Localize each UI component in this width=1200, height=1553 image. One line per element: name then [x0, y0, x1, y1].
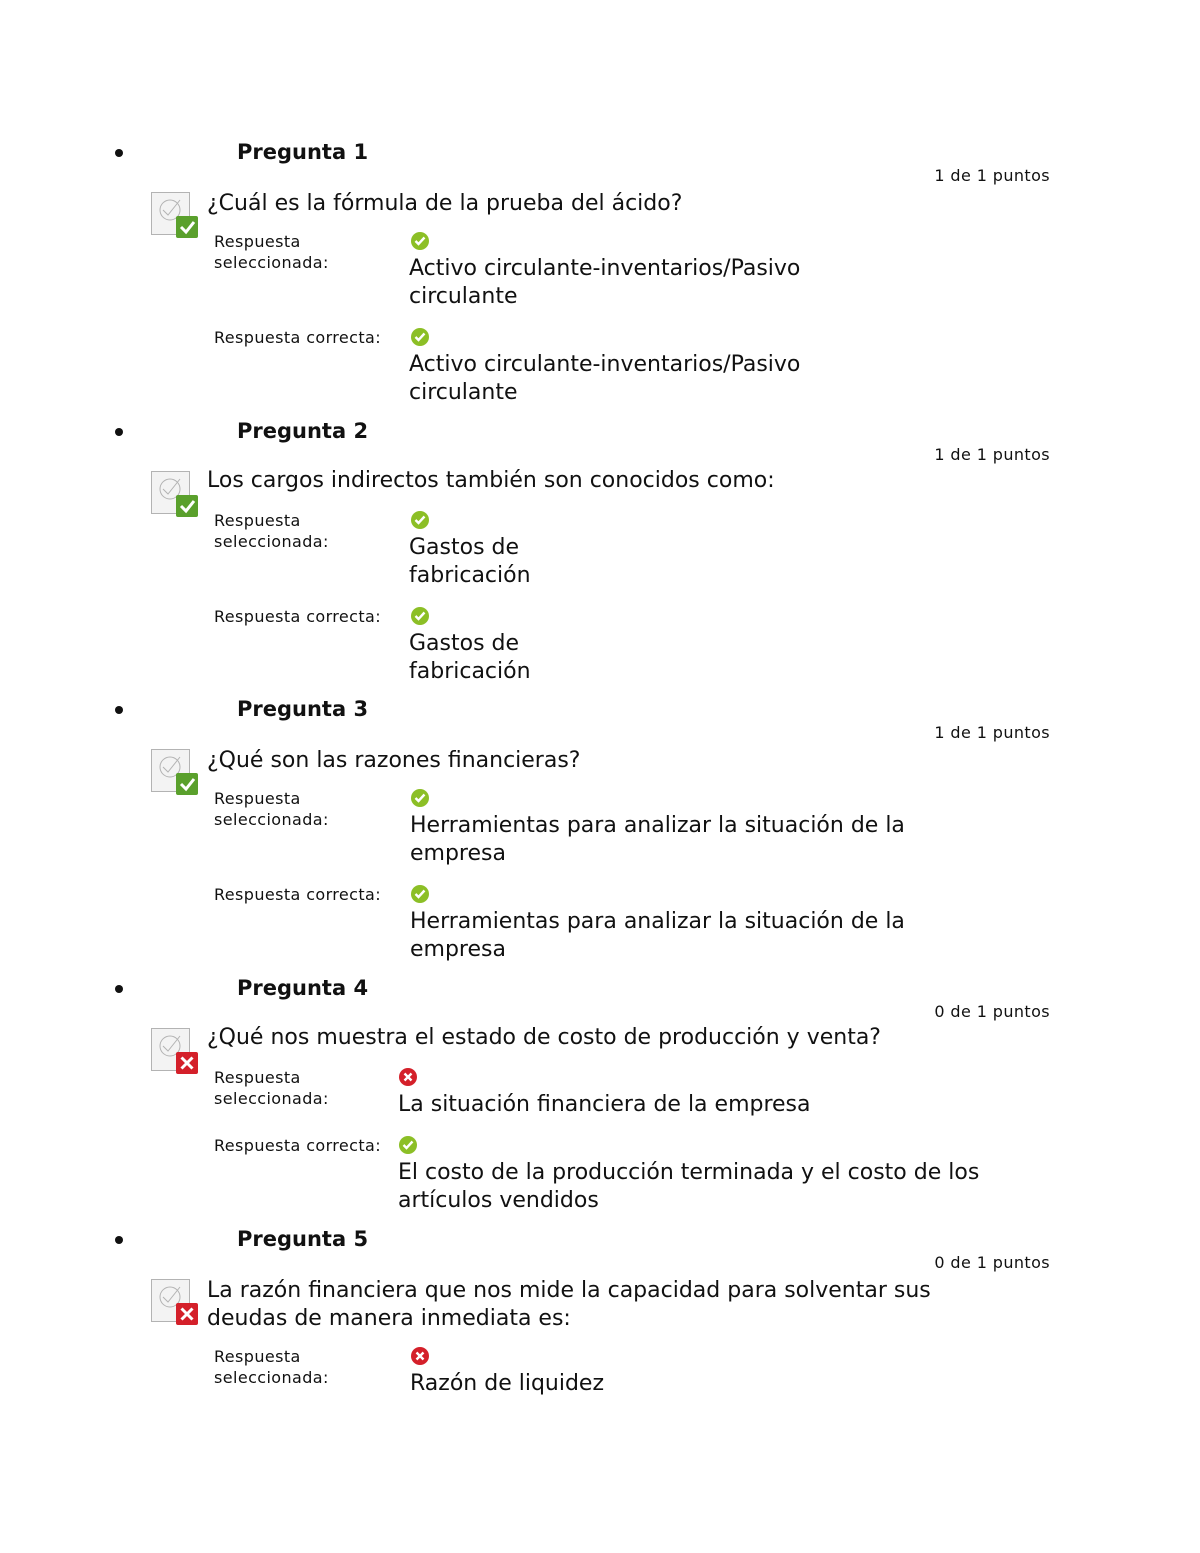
question-correct-icon [150, 469, 200, 519]
answer-label: Respuesta correcta: [214, 607, 382, 626]
answer-label: Respuesta seleccionada: [214, 232, 329, 272]
check-circle-icon [410, 327, 430, 347]
answer-label: Respuesta seleccionada: [214, 1347, 329, 1387]
answer-label: Respuesta seleccionada: [214, 1068, 329, 1108]
question-points: 1 de 1 puntos [934, 445, 1050, 464]
question-text: ¿Qué nos muestra el estado de costo de producción y venta? [207, 1025, 881, 1050]
list-bullet [115, 985, 123, 993]
check-circle-icon [398, 1135, 418, 1155]
check-circle-icon [410, 788, 430, 808]
check-circle-icon [410, 231, 430, 251]
question-text: La razón financiera que nos mide la capacidad para solventar sus deudas de manera inmediata es: [207, 1278, 931, 1331]
check-circle-icon [410, 606, 430, 626]
x-circle-icon [410, 1346, 430, 1366]
question-incorrect-icon [150, 1026, 200, 1076]
list-bullet [115, 428, 123, 436]
question-points: 1 de 1 puntos [934, 166, 1050, 185]
answer-text: El costo de la producción terminada y el costo de los artículos vendidos [398, 1160, 980, 1213]
question-points: 0 de 1 puntos [934, 1253, 1050, 1272]
question-text: ¿Qué son las razones financieras? [207, 748, 581, 773]
answer-text: Activo circulante-inventarios/Pasivo circulante [409, 352, 801, 405]
check-circle-icon [410, 510, 430, 530]
answer-label: Respuesta seleccionada: [214, 511, 329, 551]
answer-text: Activo circulante-inventarios/Pasivo circulante [409, 256, 801, 309]
answer-text: Gastos de fabricación [409, 631, 531, 684]
answer-label: Respuesta correcta: [214, 1136, 382, 1155]
x-circle-icon [398, 1067, 418, 1087]
question-title: Pregunta 4 [237, 976, 369, 1000]
answer-text: Herramientas para analizar la situación de la empresa [410, 813, 905, 866]
list-bullet [115, 1236, 123, 1244]
question-points: 1 de 1 puntos [934, 723, 1050, 742]
question-title: Pregunta 5 [237, 1227, 369, 1251]
answer-text: Herramientas para analizar la situación de la empresa [410, 909, 905, 962]
answer-label: Respuesta correcta: [214, 328, 382, 347]
answer-label: Respuesta seleccionada: [214, 789, 329, 829]
answer-text: Gastos de fabricación [409, 535, 531, 588]
list-bullet [115, 706, 123, 714]
question-text: ¿Cuál es la fórmula de la prueba del ácido? [207, 191, 683, 216]
question-correct-icon [150, 190, 200, 240]
question-points: 0 de 1 puntos [934, 1002, 1050, 1021]
question-title: Pregunta 1 [237, 140, 369, 164]
list-bullet [115, 149, 123, 157]
answer-label: Respuesta correcta: [214, 885, 382, 904]
check-circle-icon [410, 884, 430, 904]
question-text: Los cargos indirectos también son conocidos como: [207, 468, 775, 493]
question-title: Pregunta 2 [237, 419, 369, 443]
question-incorrect-icon [150, 1277, 200, 1327]
answer-text: Razón de liquidez [410, 1371, 605, 1396]
question-correct-icon [150, 747, 200, 797]
answer-text: La situación financiera de la empresa [398, 1092, 811, 1117]
question-title: Pregunta 3 [237, 697, 369, 721]
